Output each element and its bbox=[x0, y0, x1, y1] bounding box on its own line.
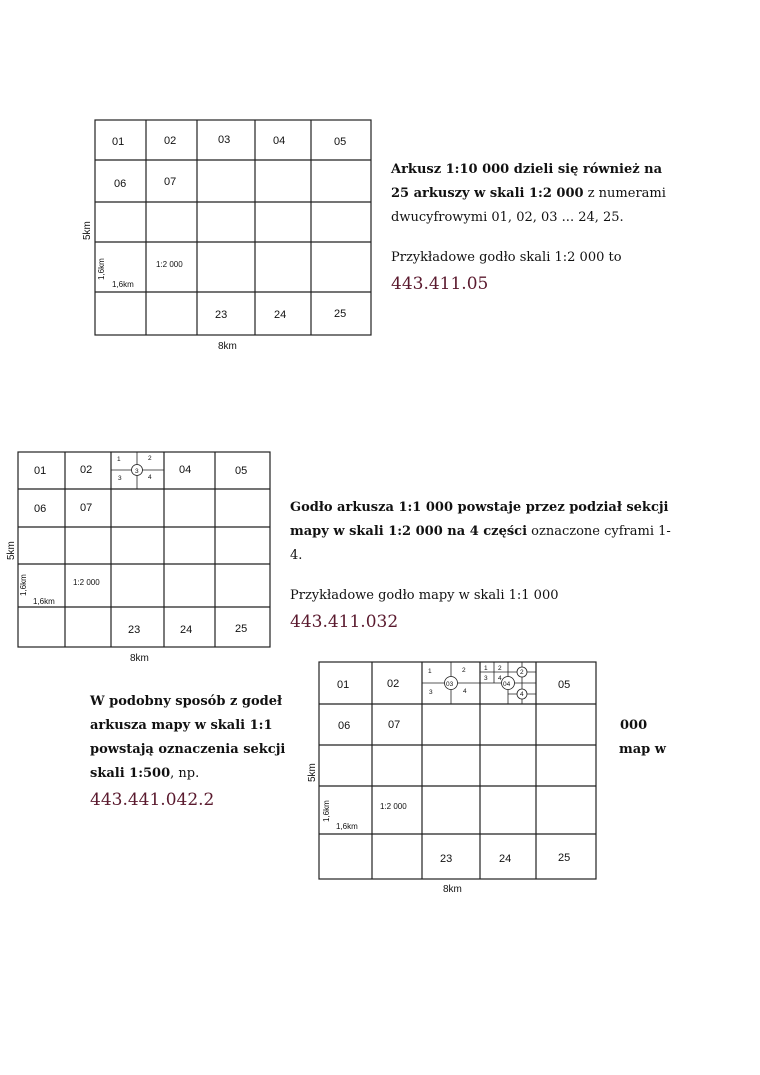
cell-03: 03 bbox=[218, 134, 231, 146]
sub-a-4: 4 bbox=[463, 688, 467, 695]
sub-a-center: 03 bbox=[446, 681, 454, 688]
sub-b-center: 04 bbox=[503, 681, 511, 688]
description-2-bold: Godło arkusza 1:1 000 powstaje przez podział sekcji mapy w skali 1:2 000 na 4 części bbox=[290, 500, 669, 539]
description-1-normal: z numerami dwucyfrowymi 01, 02, 03 ... 24, 25. bbox=[391, 186, 666, 225]
cell-04: 04 bbox=[273, 135, 286, 147]
cell-07: 07 bbox=[388, 719, 401, 731]
cell-06: 06 bbox=[114, 178, 127, 190]
grid-1-svg bbox=[80, 118, 380, 358]
description-3-tail-a bbox=[620, 714, 647, 738]
sub-b-2: 2 bbox=[498, 665, 502, 672]
description-1 bbox=[391, 158, 681, 296]
cell-07: 07 bbox=[164, 176, 177, 188]
cell-05: 05 bbox=[235, 465, 248, 477]
description-3-line4 bbox=[90, 762, 290, 786]
cell-24: 24 bbox=[499, 853, 512, 865]
cell-01: 01 bbox=[112, 136, 125, 148]
cell-24: 24 bbox=[180, 624, 193, 636]
description-2 bbox=[290, 496, 680, 634]
description-3-line3-tail: map w bbox=[619, 742, 666, 757]
small-side-h: 1,6km bbox=[33, 597, 55, 606]
sub-b-3: 3 bbox=[484, 675, 488, 682]
cell-05: 05 bbox=[334, 136, 347, 148]
height-label: 5km bbox=[82, 221, 93, 240]
width-label: 8km bbox=[130, 653, 149, 664]
description-3-line3-bold: powstają oznaczenia sekcji bbox=[90, 742, 286, 757]
description-1-bold: Arkusz 1:10 000 dzieli się również na 25 arkuszy w skali 1:2 000 bbox=[391, 162, 663, 201]
small-side-v: 1,6km bbox=[322, 800, 331, 822]
sub-b-circle-2: 2 bbox=[520, 669, 524, 676]
height-label: 5km bbox=[307, 763, 318, 782]
cell-02: 02 bbox=[164, 135, 177, 147]
small-side-v: 1,6km bbox=[19, 574, 28, 596]
sub-4: 4 bbox=[148, 474, 152, 481]
sub-a-1: 1 bbox=[428, 668, 432, 675]
cell-23: 23 bbox=[440, 853, 453, 865]
small-side-h: 1,6km bbox=[336, 822, 358, 831]
cell-01: 01 bbox=[34, 465, 47, 477]
description-3 bbox=[90, 690, 290, 812]
grid-3-svg bbox=[302, 660, 602, 900]
description-3-line4-bold: skali 1:500 bbox=[90, 766, 171, 781]
description-3-line1: W podobny sposób z godeł bbox=[90, 694, 282, 709]
sub-2: 2 bbox=[148, 455, 152, 462]
cell-04: 04 bbox=[179, 464, 192, 476]
cell-25: 25 bbox=[235, 623, 248, 635]
width-label: 8km bbox=[218, 341, 237, 352]
description-2-normal: oznaczone cyframi 1-4. bbox=[290, 524, 671, 563]
height-label: 5km bbox=[6, 541, 17, 560]
cell-25: 25 bbox=[334, 308, 347, 320]
description-3-line2-tail: 000 bbox=[620, 718, 648, 733]
code-1: 443.411.05 bbox=[391, 274, 489, 294]
scale-label: 1:2 000 bbox=[380, 802, 407, 811]
sheet-grid-3 bbox=[302, 660, 602, 900]
sheet-grid-2 bbox=[2, 450, 282, 670]
sub-3: 3 bbox=[118, 475, 122, 482]
cell-24: 24 bbox=[274, 309, 287, 321]
sub-center: 3 bbox=[135, 468, 139, 475]
scale-label: 1:2 000 bbox=[73, 578, 100, 587]
cell-02: 02 bbox=[387, 678, 400, 690]
sub-b-circle-4: 4 bbox=[520, 691, 524, 698]
cell-01: 01 bbox=[337, 679, 350, 691]
cell-07: 07 bbox=[80, 502, 93, 514]
description-3-tail-b bbox=[619, 738, 666, 762]
sub-a-3: 3 bbox=[429, 689, 433, 696]
small-side-h: 1,6km bbox=[112, 280, 134, 289]
grid-2-svg bbox=[2, 450, 282, 670]
description-3-line3 bbox=[90, 738, 290, 762]
cell-23: 23 bbox=[128, 624, 141, 636]
small-side-v: 1,6km bbox=[97, 258, 106, 280]
scale-label: 1:2 000 bbox=[156, 260, 183, 269]
description-2-example: Przykładowe godło mapy w skali 1:1 000 bbox=[290, 588, 559, 603]
sub-1: 1 bbox=[117, 456, 121, 463]
cell-23: 23 bbox=[215, 309, 228, 321]
sub-b-1: 1 bbox=[484, 665, 488, 672]
cell-25: 25 bbox=[558, 852, 571, 864]
width-label: 8km bbox=[443, 884, 462, 895]
code-3: 443.441.042.2 bbox=[90, 790, 215, 810]
cell-06: 06 bbox=[34, 503, 47, 515]
cell-06: 06 bbox=[338, 720, 351, 732]
description-1-main bbox=[391, 158, 681, 230]
description-3-line4-normal: , np. bbox=[170, 766, 200, 781]
code-2: 443.411.032 bbox=[290, 612, 399, 632]
sheet-grid-1 bbox=[80, 118, 380, 358]
description-1-example: Przykładowe godło skali 1:2 000 to bbox=[391, 250, 622, 265]
sub-b-4: 4 bbox=[498, 675, 502, 682]
description-2-main bbox=[290, 496, 680, 568]
sub-a-2: 2 bbox=[462, 667, 466, 674]
cell-05: 05 bbox=[558, 679, 571, 691]
cell-02: 02 bbox=[80, 464, 93, 476]
description-3-line2: arkusza mapy w skali 1:1 bbox=[90, 718, 273, 733]
